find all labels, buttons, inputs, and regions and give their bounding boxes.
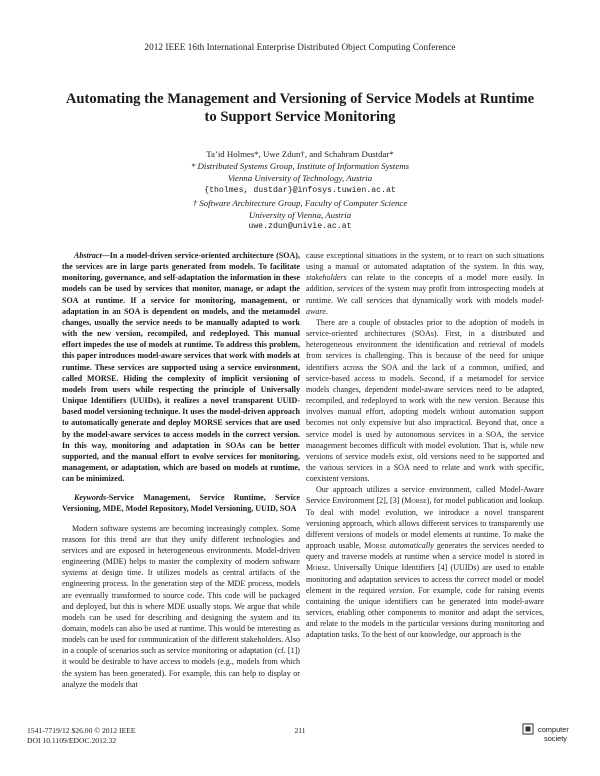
affiliation-1-location: Vienna University of Technology, Austria	[227, 173, 373, 184]
right-column	[306, 250, 544, 640]
footer-doi: DOI 10.1109/EDOC.2012.32	[27, 736, 117, 745]
abstract-text: In a model-driven service-oriented architecture (SOA), the services are in large parts generated from models. To facilitate monitoring, governance, and self-adaptation the information in these models can be used by services that monitor, manage, or adapt the SOA at runtime. If a service for monitoring, management, or adaptation in an SOA is dependent on models, and the metamodel changes, usually the service needs to be manually adapted to work with the new version, recompiled, and redeployed. This manual effort impedes the use of models at runtime. To address this problem, this paper introduces model-aware services that work with models at runtime. These services are supported using a service environment, called MORSE. Hiding the complexity of implicit versioning of models from users while respecting the principle of Universally Unique Identifiers (UUIDs), it realizes a novel transparent UUID-based model versioning technique. It uses the model-driven approach to automatically generate and deploy MORSE services that are used by the model-aware services to access models in the correct version. In this way, monitoring and adaptation in SOAs can be better supported, and the manual effort to evolve services for monitoring, management, or adaptation, which are based on models at runtime, can be minimized.	[62, 251, 300, 484]
affiliation-1: * Distributed Systems Group, Institute of Information Systems	[190, 161, 410, 172]
abstract-label: Abstract—	[74, 251, 110, 260]
intro-paragraph-3: Our approach utilizes a service environment, called Model-Aware Service Environment [2], [3] (Morse), for model publication and lookup. To deal with model evolution, we introduce a novel transparent versioning approach, which allows different services to transparently use different versions of models or model elements at runtime. To make the approach usable, Morse automatically generates the services needed to query and traverse models at runtime when a service model is stored in Morse. Universally Unique Identifiers [4] (UUIDs) are used to enable monitoring and adaptation services to access the correct model or model element in the required version. For example, code for raising events containing the unique identifiers can be generated into model-aware services, enabling other components to monitor and adapt the services, and relate to the models in the particular versions during monitoring and adaptation tasks. To the best of our knowledge, our approach is the	[306, 485, 545, 640]
page-number: 211	[294, 726, 306, 735]
keywords-label: Keywords-	[74, 493, 109, 503]
intro-paragraph-1-cont: cause exceptional situations in the system, or to react on such situations using a manual or automated adaptation of the system. In this way, stakeholders can relate to the concepts of a model more easily. In addition, services of the system may profit from introspecting models at runtime. We call services that dynamically work with models model-aware.	[306, 251, 544, 316]
affiliation-2-location: University of Vienna, Austria	[248, 210, 352, 221]
logo-line-2: society	[544, 734, 568, 743]
footer-issn: 1541-7719/12 $26.00 © 2012 IEEE	[27, 726, 136, 735]
abstract	[62, 250, 300, 484]
intro-paragraph-1: Modern software systems are becoming increasingly complex. Some reasons for this trend are that they unify different technologies and services and are exposed in heterogeneous environments. Model-driven engineering (MDE) helps to master the complexity of modern software systems at design time. It utilizes models as central artifacts of the engineering process. In the generation step of the MDE process, models are eventually transformed to source code. This code will be packaged and deployed, but this is where MDE usually stops. We argue that while models can be used for describing and designing the system and its domain, models can also be used at runtime. This would be interesting as models can be used for communication of the different stakeholders. Also in a couple of scenarios such as service monitoring or adaptation (cf. [1]) it would be desirable to have access to models (e.g., models from which the system has been generated). For example, this can help to display or analyze the models that	[62, 523, 300, 689]
affiliation-2: † Software Architecture Group, Faculty of Computer Science	[192, 197, 408, 208]
affiliation-1-email: {tholmes, dustdar}@infosys.tuwien.ac.at	[204, 185, 396, 195]
author-names: Ta’id Holmes*, Uwe Zdun†, and Schahram Dustdar*	[206, 149, 394, 159]
author-block	[100, 148, 500, 233]
keywords-text: Service Management, Service Runtime, Service Versioning, MDE, Model Repository, Model Versioning, UUID, SOA	[62, 493, 300, 514]
computer-society-icon	[522, 723, 534, 735]
intro-paragraph-2: There are a couple of obstacles prior to the adoption of models in service-oriented architectures (SOAs). First, in a distributed and heterogeneous environment the identification and retrieval of models from services is challenging. This is because of the need for unique identifiers across the SOA and the lack of a common, unified, and service-based access to models. Second, if a metamodel for service models changes, dependent model-aware services need to be adapted, recompiled, and redeployed to work with the new version. Because this involves manual effort, adopting models without automation support becomes not only expensive but also impractical. Beyond that, once a service model is used by autonomous services in a SOA, the service management becomes difficult with model evolution. That is, while new versions of service models exist, old versions need to be supported and the various services in a SOA need to relate and work with specific, coexistent versions.	[306, 317, 544, 484]
paper-title: Automating the Management and Versioning of Service Models at Runtime to Support Service Monitoring	[65, 91, 535, 125]
keywords	[62, 492, 300, 514]
logo-line-1: computer	[538, 725, 569, 734]
affiliation-2-email: uwe.zdun@univie.ac.at	[248, 222, 352, 232]
conference-header: 2012 IEEE 16th International Enterprise Distributed Object Computing Conference	[144, 42, 456, 52]
computer-society-logo	[522, 723, 580, 753]
left-column	[62, 250, 300, 690]
